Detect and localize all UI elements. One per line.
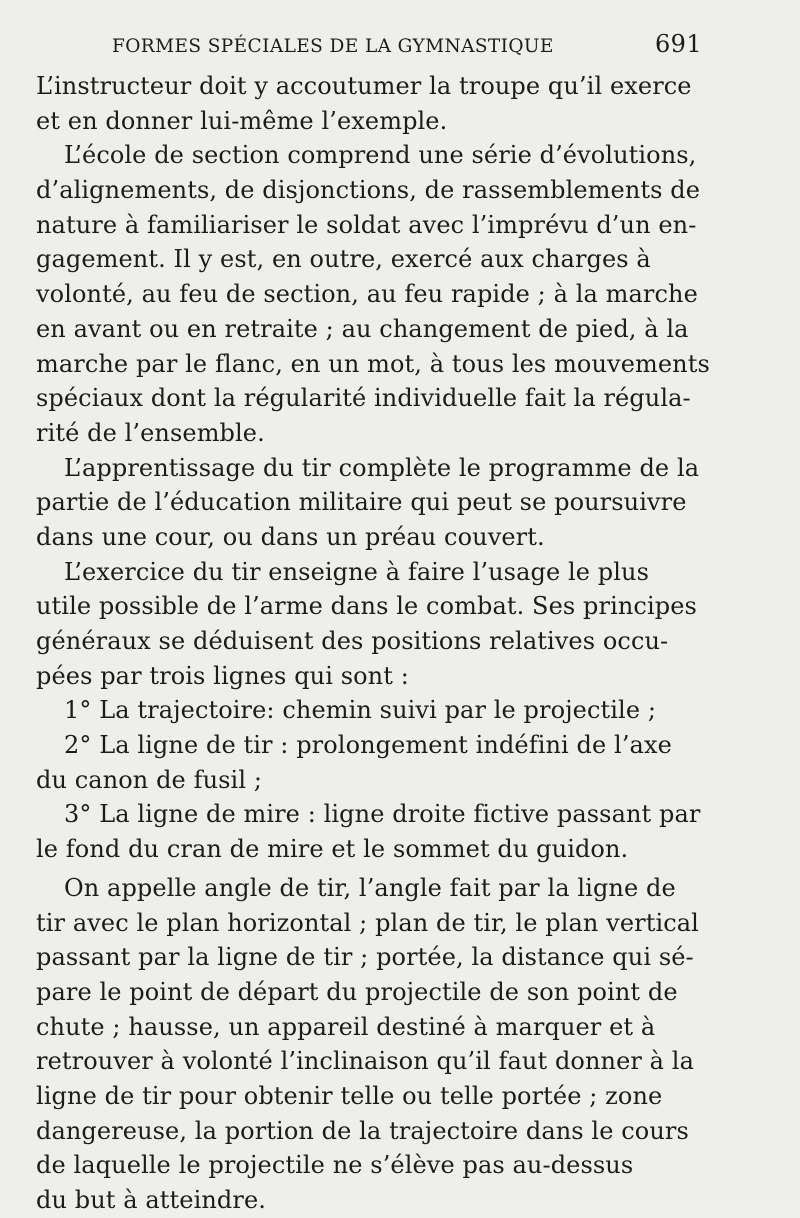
text-line: dangereuse, la portion de la trajectoire dans le cours — [36, 1116, 689, 1145]
text-line: gagement. Il y est, en outre, exercé aux charges à — [36, 245, 651, 274]
text-line: chute ; hausse, un appareil destiné à marquer et à — [36, 1012, 656, 1041]
paragraph-start-line: L’école de section comprend une série d’évolutions, — [64, 141, 697, 170]
list-item-line: 1° La trajectoire: chemin suivi par le projectile ; — [64, 696, 657, 725]
text-line: et en donner lui-même l’exemple. — [36, 106, 448, 135]
running-title: FORMES SPÉCIALES DE LA GYMNASTIQUE — [112, 36, 554, 57]
paragraph-start-line: L’exercice du tir enseigne à faire l’usage le plus — [64, 557, 650, 586]
text-line: généraux se déduisent des positions relatives occu- — [36, 627, 669, 655]
text-line: du canon de fusil ; — [36, 765, 263, 794]
text-line: passant par la ligne de tir ; portée, la distance qui sé- — [36, 943, 694, 972]
text-line: rité de l’ensemble. — [36, 418, 265, 447]
page-number: 691 — [654, 30, 702, 58]
text-line: partie de l’éducation militaire qui peut se poursuivre — [36, 488, 687, 517]
text-line: en avant ou en retraite ; au changement de pied, à la — [36, 314, 689, 343]
text-line: spéciaux dont la régularité individuelle fait la régula- — [36, 384, 691, 413]
page-header — [112, 30, 702, 64]
text-line: ligne de tir pour obtenir telle ou telle portée ; zone — [36, 1081, 663, 1110]
text-line: marche par le flanc, en un mot, à tous les mouvements — [36, 349, 710, 378]
text-line: pare le point de départ du projectile de son point de — [36, 977, 678, 1006]
text-line: dans une cour, ou dans un préau couvert. — [36, 522, 545, 551]
text-line: d’alignements, de disjonctions, de rassemblements de — [36, 176, 701, 205]
paragraph-start-line: On appelle angle de tir, l’angle fait par la ligne de — [64, 873, 676, 902]
text-line: nature à familiariser le soldat avec l’imprévu d’un en- — [36, 210, 697, 239]
list-item-line: 2° La ligne de tir : prolongement indéfini de l’axe — [64, 731, 672, 760]
text-line: utile possible de l’arme dans le combat. Ses principes — [36, 592, 697, 621]
body-text — [36, 69, 710, 1218]
text-line: du but à atteindre. — [36, 1186, 266, 1214]
paragraph-start-line: L’apprentissage du tir complète le programme de la — [64, 453, 700, 482]
text-line: pées par trois lignes qui sont : — [36, 661, 409, 690]
text-line: de laquelle le projectile ne s’élève pas au-dessus — [36, 1151, 634, 1180]
list-item-line: 3° La ligne de mire : ligne droite fictive passant par — [64, 800, 701, 829]
text-line: retrouver à volonté l’inclinaison qu’il faut donner à la — [36, 1047, 694, 1076]
text-line: le fond du cran de mire et le sommet du guidon. — [36, 835, 629, 864]
text-line: L’instructeur doit y accoutumer la troupe qu’il exerce — [36, 72, 692, 100]
text-line: volonté, au feu de section, au feu rapide ; à la marche — [36, 280, 698, 309]
text-line: tir avec le plan horizontal ; plan de tir, le plan vertical — [36, 908, 699, 937]
